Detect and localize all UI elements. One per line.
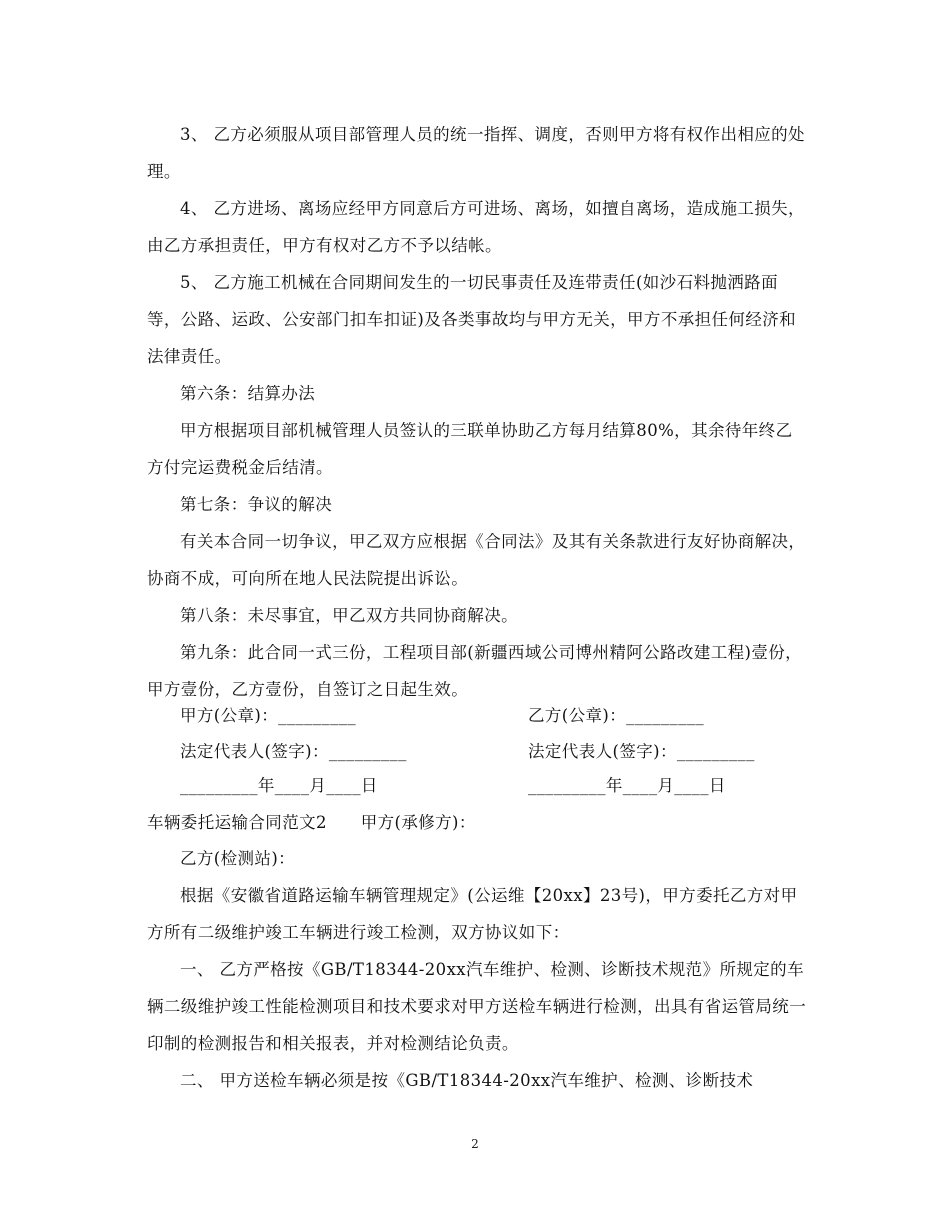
party-a-seal: 甲方(公章)：_________ xyxy=(180,706,357,725)
party-a-representative: 法定代表人(签字)：_________ xyxy=(180,742,407,761)
second-contract-item-2: 二、 甲方送检车辆必须是按《GB/T18344-20xx汽车维护、检测、诊断技术 xyxy=(180,1071,754,1090)
second-contract-title: 车辆委托运输合同范文2 甲方(承修方)： xyxy=(147,813,476,832)
article-7-title: 第七条：争议的解决 xyxy=(180,495,333,514)
clause-4: 4、 乙方进场、离场应经甲方同意后方可进场、离场，如擅自离场，造成施工损失，由乙方承担责任，甲方有权对乙方不予以结帐。 xyxy=(147,199,805,255)
article-9: 第九条：此合同一式三份，工程项目部(新疆西域公司博州精阿公路改建工程)壹份，甲方壹份，乙方壹份，自签订之日起生效。 xyxy=(147,643,803,699)
article-8: 第八条：未尽事宜，甲乙双方共同协商解决。 xyxy=(180,606,518,625)
article-7-body: 有关本合同一切争议，甲乙双方应根据《合同法》及其有关条款进行友好协商解决，协商不成，可向所在地人民法院提出诉讼。 xyxy=(147,532,806,588)
party-b-seal: 乙方(公章)：_________ xyxy=(528,706,705,725)
party-b-date: _________年____月____日 xyxy=(528,776,726,795)
second-contract-intro: 根据《安徽省道路运输车辆管理规定》(公运维【20xx】23号)，甲方委托乙方对甲方所有二级维护竣工车辆进行竣工检测，双方协议如下： xyxy=(147,886,798,942)
article-6-body: 甲方根据项目部机械管理人员签认的三联单协助乙方每月结算80%，其余待年终乙方付完运费税金后结清。 xyxy=(147,421,793,477)
second-contract-party-b: 乙方(检测站)： xyxy=(180,849,296,868)
second-contract-item-1: 一、 乙方严格按《GB/T18344-20xx汽车维护、检测、诊断技术规范》所规定的车辆二级维护竣工性能检测项目和技术要求对甲方送检车辆进行检测，出具有省运管局统一印制的检测报告和相关报表，并对检测结论负责。 xyxy=(147,960,807,1053)
party-a-date: _________年____月____日 xyxy=(180,776,378,795)
clause-5: 5、 乙方施工机械在合同期间发生的一切民事责任及连带责任(如沙石料抛洒路面等，公路、运政、公安部门扣车扣证)及各类事故均与甲方无关，甲方不承担任何经济和法律责任。 xyxy=(147,273,797,366)
article-6-title: 第六条：结算办法 xyxy=(180,384,316,403)
page-number: 2 xyxy=(471,1137,479,1151)
clause-3: 3、 乙方必须服从项目部管理人员的统一指挥、调度，否则甲方将有权作出相应的处理。 xyxy=(147,125,805,181)
party-b-representative: 法定代表人(签字)：_________ xyxy=(528,742,755,761)
